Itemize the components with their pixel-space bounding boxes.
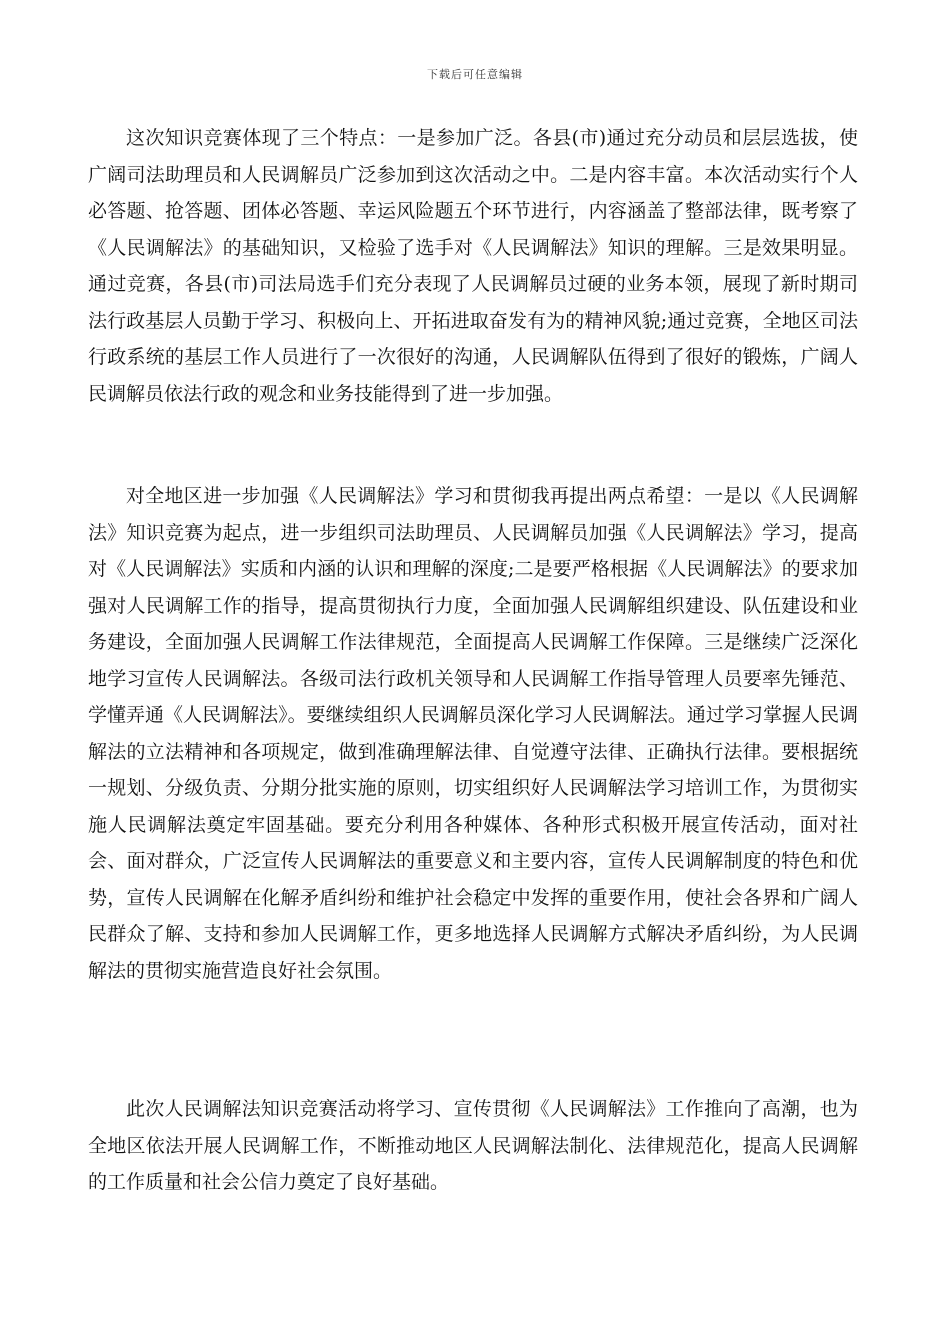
paragraph-block-3 <box>88 1091 858 1201</box>
paragraph: 对全地区进一步加强《人民调解法》学习和贯彻我再提出两点希望：一是以《人民调解法》知识竞赛为起点，进一步组织司法助理员、人民调解员加强《人民调解法》学习，提高对《人民调解法》实质和内涵的认识和理解的深度;二是要严格根据《人民调解法》的要求加强对人民调解工作的指导，提高贯彻执行力度，全面加强人民调解组织建设、队伍建设和业务建设，全面加强人民调解工作法律规范，全面提高人民调解工作保障。三是继续广泛深化地学习宣传人民调解法。各级司法行政机关领导和人民调解工作指导管理人员要率先锤范、学懂弄通《人民调解法》。要继续组织人民调解员深化学习人民调解法。通过学习掌握人民调解法的立法精神和各项规定，做到准确理解法律、自觉遵守法律、正确执行法律。要根据统一规划、分级负责、分期分批实施的原则，切实组织好人民调解法学习培训工作，为贯彻实施人民调解法奠定牢固基础。要充分利用各种媒体、各种形式积极开展宣传活动，面对社会、面对群众，广泛宣传人民调解法的重要意义和主要内容，宣传人民调解制度的特色和优势，宣传人民调解在化解矛盾纠纷和维护社会稳定中发挥的重要作用，使社会各界和广阔人民群众了解、支持和参加人民调解工作，更多地选择人民调解方式解决矛盾纠纷，为人民调解法的贯彻实施营造良好社会氛围。 <box>88 485 858 982</box>
paragraph: 此次人民调解法知识竞赛活动将学习、宣传贯彻《人民调解法》工作推向了高潮，也为全地区依法开展人民调解工作，不断推动地区人民调解法制化、法律规范化，提高人民调解的工作质量和社会公信力奠定了良好基础。 <box>88 1098 858 1193</box>
page-header: 下载后可任意编辑 <box>427 68 523 81</box>
paragraph: 这次知识竞赛体现了三个特点：一是参加广泛。各县(市)通过充分动员和层层选拔，使广阔司法助理员和人民调解员广泛参加到这次活动之中。二是内容丰富。本次活动实行个人必答题、抢答题、团体必答题、幸运风险题五个环节进行，内容涵盖了整部法律，既考察了《人民调解法》的基础知识，又检验了选手对《人民调解法》知识的理解。三是效果明显。通过竞赛，各县(市)司法局选手们充分表现了人民调解员过硬的业务本领，展现了新时期司法行政基层人员勤于学习、积极向上、开拓进取奋发有为的精神风貌;通过竞赛，全地区司法行政系统的基层工作人员进行了一次很好的沟通，人民调解队伍得到了很好的锻炼，广阔人民调解员依法行政的观念和业务技能得到了进一步加强。 <box>88 127 858 405</box>
paragraph-block-2 <box>88 478 858 989</box>
paragraph-block-1 <box>88 120 858 412</box>
